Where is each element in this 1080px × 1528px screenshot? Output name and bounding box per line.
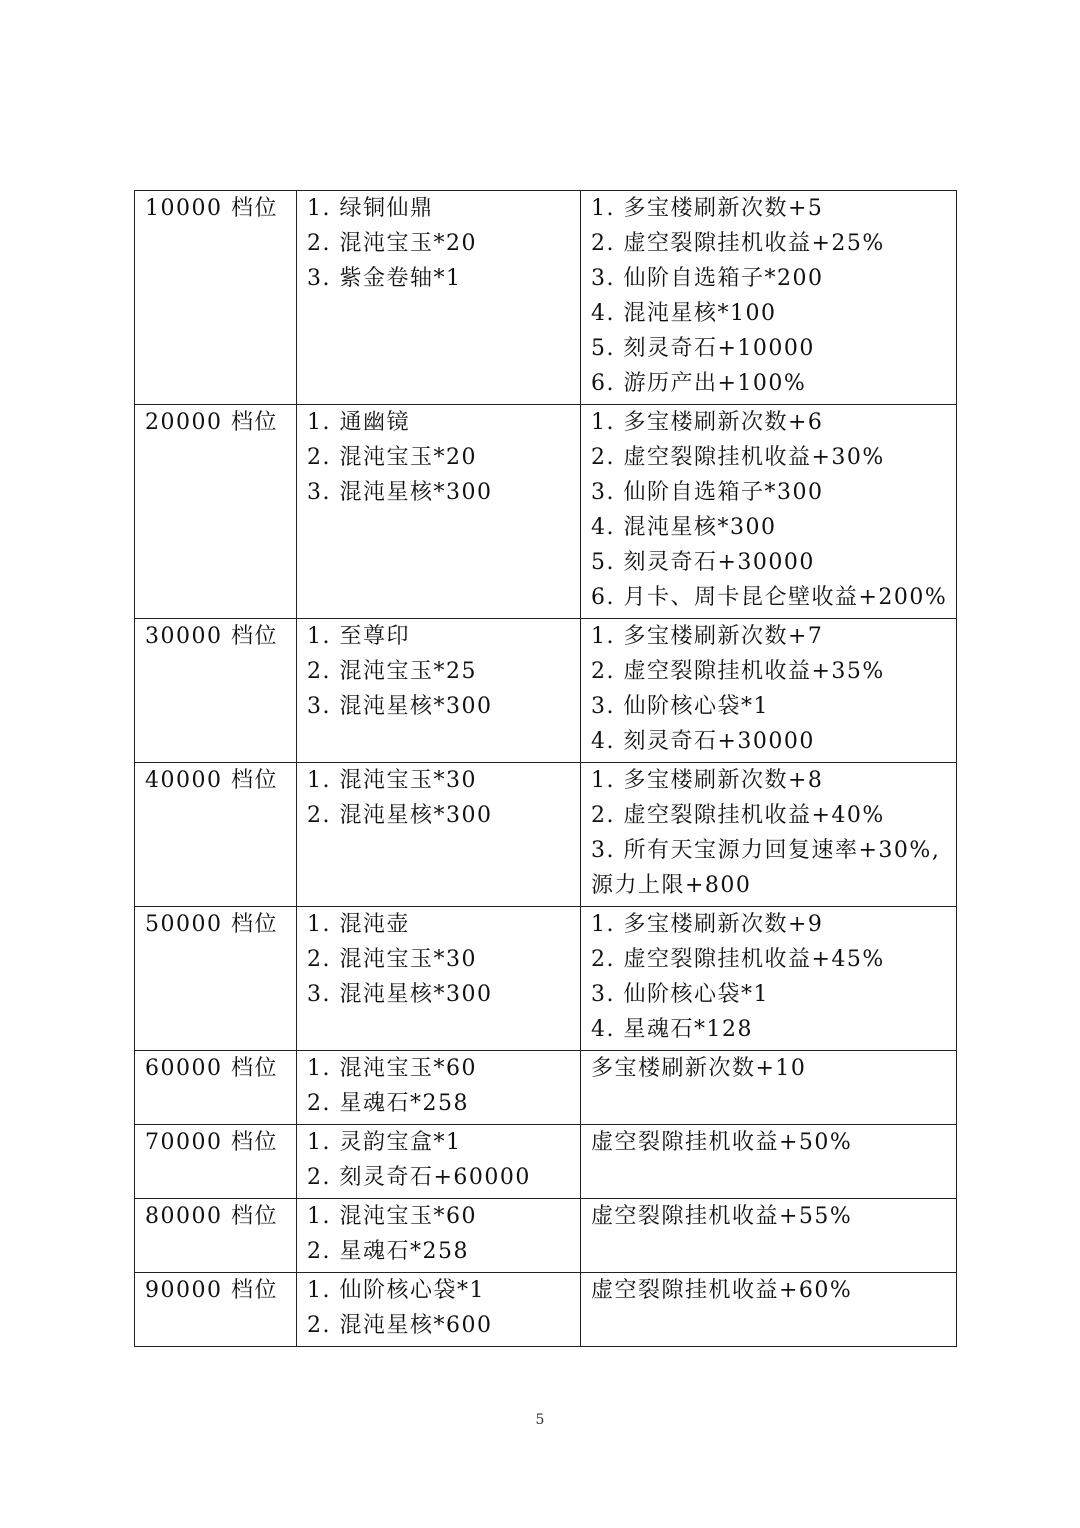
tier-cell bbox=[135, 763, 297, 907]
table-row bbox=[135, 619, 957, 763]
rewards-cell bbox=[297, 191, 581, 405]
reward-item: 2. 混沌宝玉*20 bbox=[307, 445, 477, 470]
bonus-item: 1. 多宝楼刷新次数+6 bbox=[591, 410, 824, 435]
tier-cell bbox=[135, 907, 297, 1051]
bonus-item: 6. 月卡、周卡昆仑壁收益+200% bbox=[591, 585, 948, 610]
reward-item: 3. 混沌星核*300 bbox=[307, 982, 493, 1007]
tier-cell bbox=[135, 405, 297, 619]
rewards-cell bbox=[297, 907, 581, 1051]
table-row bbox=[135, 1051, 957, 1125]
tier-label: 80000 档位 bbox=[145, 1204, 278, 1229]
tier-cell bbox=[135, 191, 297, 405]
bonuses-cell bbox=[581, 191, 957, 405]
bonus-item: 2. 虚空裂隙挂机收益+40% bbox=[591, 803, 885, 828]
bonus-item: 多宝楼刷新次数+10 bbox=[591, 1056, 807, 1081]
bonus-item: 1. 多宝楼刷新次数+5 bbox=[591, 196, 824, 221]
table-row bbox=[135, 1125, 957, 1199]
bonus-item: 5. 刻灵奇石+10000 bbox=[591, 336, 815, 361]
reward-item: 3. 紫金卷轴*1 bbox=[307, 266, 462, 291]
bonus-item: 虚空裂隙挂机收益+60% bbox=[591, 1278, 853, 1303]
bonus-item: 4. 刻灵奇石+30000 bbox=[591, 729, 815, 754]
reward-tier-table bbox=[134, 190, 957, 1347]
bonus-item: 2. 虚空裂隙挂机收益+35% bbox=[591, 659, 885, 684]
bonus-item: 1. 多宝楼刷新次数+8 bbox=[591, 768, 824, 793]
bonus-item: 虚空裂隙挂机收益+55% bbox=[591, 1204, 853, 1229]
reward-item: 1. 灵韵宝盒*1 bbox=[307, 1130, 462, 1155]
bonus-item: 2. 虚空裂隙挂机收益+30% bbox=[591, 445, 885, 470]
reward-tier-table-body bbox=[135, 191, 957, 1347]
tier-label: 30000 档位 bbox=[145, 624, 278, 649]
bonus-item: 2. 虚空裂隙挂机收益+45% bbox=[591, 947, 885, 972]
bonuses-cell bbox=[581, 907, 957, 1051]
bonus-item: 2. 虚空裂隙挂机收益+25% bbox=[591, 231, 885, 256]
reward-item: 1. 绿铜仙鼎 bbox=[307, 196, 434, 221]
bonuses-cell bbox=[581, 1125, 957, 1199]
bonuses-cell bbox=[581, 1199, 957, 1273]
rewards-cell bbox=[297, 763, 581, 907]
table-row bbox=[135, 1199, 957, 1273]
reward-item: 1. 混沌壶 bbox=[307, 912, 410, 937]
tier-cell bbox=[135, 619, 297, 763]
bonuses-cell bbox=[581, 405, 957, 619]
table-row bbox=[135, 405, 957, 619]
bonus-item: 源力上限+800 bbox=[591, 873, 752, 898]
bonus-item: 3. 仙阶自选箱子*200 bbox=[591, 266, 824, 291]
bonus-item: 4. 星魂石*128 bbox=[591, 1017, 753, 1042]
table-row bbox=[135, 191, 957, 405]
tier-label: 20000 档位 bbox=[145, 410, 278, 435]
reward-item: 3. 混沌星核*300 bbox=[307, 480, 493, 505]
bonus-item: 1. 多宝楼刷新次数+7 bbox=[591, 624, 824, 649]
reward-item: 1. 仙阶核心袋*1 bbox=[307, 1278, 485, 1303]
reward-item: 2. 混沌星核*600 bbox=[307, 1313, 493, 1338]
bonus-item: 虚空裂隙挂机收益+50% bbox=[591, 1130, 853, 1155]
reward-item: 1. 至尊印 bbox=[307, 624, 410, 649]
bonus-item: 3. 仙阶核心袋*1 bbox=[591, 694, 769, 719]
reward-item: 1. 通幽镜 bbox=[307, 410, 410, 435]
rewards-cell bbox=[297, 1125, 581, 1199]
table-row bbox=[135, 763, 957, 907]
rewards-cell bbox=[297, 1199, 581, 1273]
bonus-item: 3. 仙阶核心袋*1 bbox=[591, 982, 769, 1007]
tier-label: 50000 档位 bbox=[145, 912, 278, 937]
bonuses-cell bbox=[581, 763, 957, 907]
reward-item: 2. 混沌宝玉*30 bbox=[307, 947, 477, 972]
tier-cell bbox=[135, 1199, 297, 1273]
rewards-cell bbox=[297, 619, 581, 763]
page-number: 5 bbox=[535, 1412, 545, 1428]
rewards-cell bbox=[297, 1273, 581, 1347]
tier-label: 40000 档位 bbox=[145, 768, 278, 793]
table-row bbox=[135, 1273, 957, 1347]
reward-item: 2. 混沌星核*300 bbox=[307, 803, 493, 828]
reward-item: 2. 刻灵奇石+60000 bbox=[307, 1165, 531, 1190]
tier-label: 70000 档位 bbox=[145, 1130, 278, 1155]
table-row bbox=[135, 907, 957, 1051]
tier-cell bbox=[135, 1125, 297, 1199]
tier-label: 60000 档位 bbox=[145, 1056, 278, 1081]
rewards-cell bbox=[297, 405, 581, 619]
bonus-item: 4. 混沌星核*100 bbox=[591, 301, 777, 326]
bonus-item: 3. 仙阶自选箱子*300 bbox=[591, 480, 824, 505]
rewards-cell bbox=[297, 1051, 581, 1125]
bonus-item: 4. 混沌星核*300 bbox=[591, 515, 777, 540]
reward-item: 2. 混沌宝玉*25 bbox=[307, 659, 477, 684]
reward-item: 1. 混沌宝玉*30 bbox=[307, 768, 477, 793]
bonus-item: 5. 刻灵奇石+30000 bbox=[591, 550, 815, 575]
bonuses-cell bbox=[581, 1273, 957, 1347]
reward-item: 1. 混沌宝玉*60 bbox=[307, 1056, 477, 1081]
bonus-item: 6. 游历产出+100% bbox=[591, 371, 807, 396]
bonus-item: 1. 多宝楼刷新次数+9 bbox=[591, 912, 824, 937]
bonuses-cell bbox=[581, 1051, 957, 1125]
bonuses-cell bbox=[581, 619, 957, 763]
tier-label: 10000 档位 bbox=[145, 196, 278, 221]
tier-cell bbox=[135, 1273, 297, 1347]
reward-item: 2. 星魂石*258 bbox=[307, 1091, 469, 1116]
tier-cell bbox=[135, 1051, 297, 1125]
reward-item: 2. 星魂石*258 bbox=[307, 1239, 469, 1264]
tier-label: 90000 档位 bbox=[145, 1278, 278, 1303]
reward-item: 2. 混沌宝玉*20 bbox=[307, 231, 477, 256]
bonus-item: 3. 所有天宝源力回复速率+30%, bbox=[591, 838, 941, 863]
reward-item: 1. 混沌宝玉*60 bbox=[307, 1204, 477, 1229]
reward-item: 3. 混沌星核*300 bbox=[307, 694, 493, 719]
